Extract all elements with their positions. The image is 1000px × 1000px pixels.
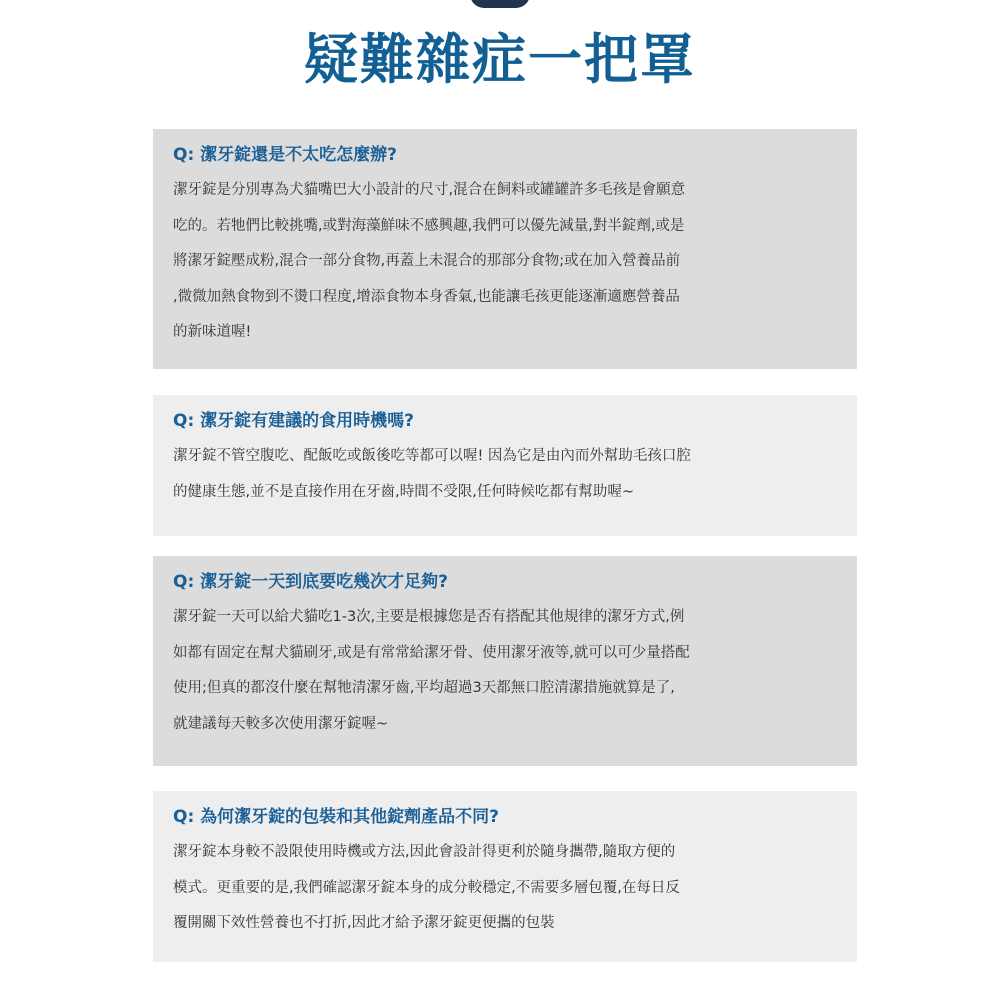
faq-answer-line: 將潔牙錠壓成粉,混合一部分食物,再蓋上未混合的那部分食物;或在加入營養品前 bbox=[173, 253, 681, 269]
faq-card bbox=[153, 395, 857, 536]
faq-answer-line: 的新味道喔! bbox=[173, 324, 252, 340]
faq-question: Q: 潔牙錠一天到底要吃幾次才足夠? bbox=[173, 572, 449, 592]
faq-answer-line: 如都有固定在幫犬貓刷牙,或是有常常給潔牙骨、使用潔牙液等,就可以可少量搭配 bbox=[173, 644, 690, 661]
faq-question: Q: 潔牙錠還是不太吃怎麼辦? bbox=[173, 145, 398, 165]
faq-answer-line: 潔牙錠本身較不設限使用時機或方法,因此會設計得更利於隨身攜帶,隨取方便的 bbox=[173, 844, 676, 860]
faq-answer-line: 就建議每天較多次使用潔牙錠喔~ bbox=[173, 715, 389, 732]
page-title: 疑難雜症一把罩 bbox=[304, 28, 696, 91]
faq-card bbox=[153, 129, 857, 369]
faq-question: Q: 潔牙錠有建議的食用時機嗎? bbox=[173, 411, 415, 431]
faq-question: Q: 為何潔牙錠的包裝和其他錠劑產品不同? bbox=[173, 807, 500, 827]
faq-card bbox=[153, 791, 857, 962]
faq-answer bbox=[173, 439, 837, 510]
faq-answer-line: 覆開關下效性營養也不打折,因此才給予潔牙錠更便攜的包裝 bbox=[173, 915, 555, 931]
faq-answer-line: 潔牙錠一天可以給犬貓吃1-3次,主要是根據您是否有搭配其他規律的潔牙方式,例 bbox=[173, 609, 685, 625]
faq-answer bbox=[173, 835, 837, 942]
faq-answer-line: 的健康生態,並不是直接作用在牙齒,時間不受限,任何時候吃都有幫助喔~ bbox=[173, 483, 634, 500]
top-decoration bbox=[470, 0, 530, 8]
faq-answer-line: ,微微加熱食物到不燙口程度,增添食物本身香氣,也能讓毛孩更能逐漸適應營養品 bbox=[173, 288, 680, 305]
faq-answer-line: 潔牙錠是分別專為犬貓嘴巴大小設計的尺寸,混合在飼料或罐罐許多毛孩是會願意 bbox=[173, 182, 686, 198]
faq-answer-line: 使用;但真的都沒什麼在幫牠清潔牙齒,平均超過3天都無口腔清潔措施就算是了, bbox=[173, 680, 675, 696]
faq-answer-line: 潔牙錠不管空腹吃、配飯吃或飯後吃等都可以喔! 因為它是由內而外幫助毛孩口腔 bbox=[173, 448, 691, 464]
faq-answer bbox=[173, 173, 837, 351]
faq-answer bbox=[173, 600, 837, 742]
faq-card bbox=[153, 556, 857, 766]
faq-answer-line: 模式。更重要的是,我們確認潔牙錠本身的成分較穩定,不需要多層包覆,在每日反 bbox=[173, 879, 680, 896]
faq-answer-line: 吃的。若牠們比較挑嘴,或對海藻鮮味不感興趣,我們可以優先減量,對半錠劑,或是 bbox=[173, 217, 685, 234]
